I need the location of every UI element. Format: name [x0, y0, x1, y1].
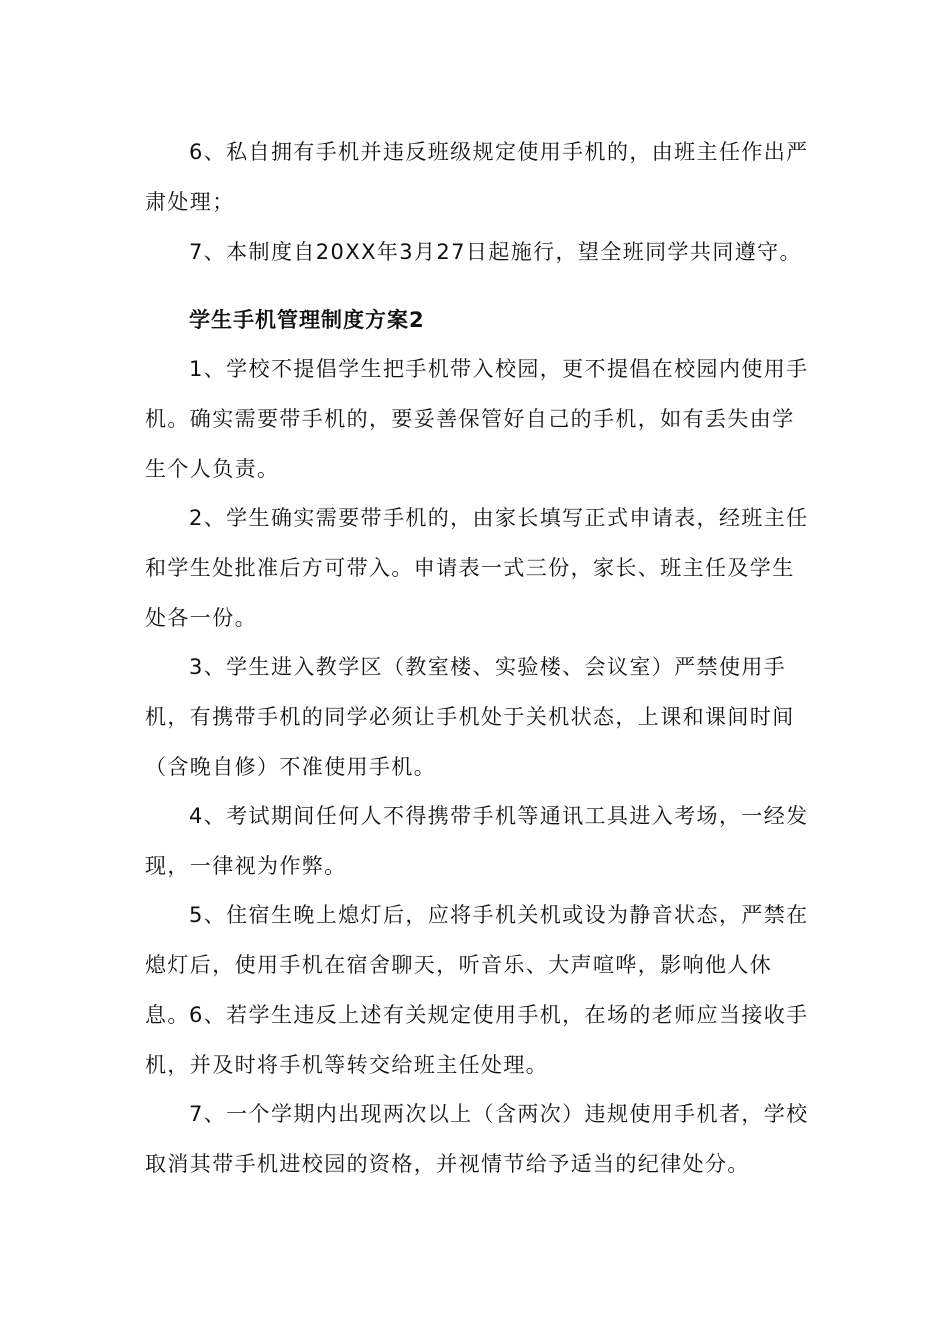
- paragraph-item-6-section1: 6、私自拥有手机并违反班级规定使用手机的，由班主任作出严肃处理；: [145, 140, 809, 214]
- paragraph-item-4: 4、考试期间任何人不得携带手机等通讯工具进入考场，一经发现，一律视为作弊。: [145, 804, 809, 878]
- paragraph-item-3: 3、学生进入教学区（教室楼、实验楼、会议室）严禁使用手机，有携带手机的同学必须让手机处于关机状态，上课和课间时间（含晚自修）不准使用手机。: [145, 655, 795, 779]
- paragraph-item-5: 5、住宿生晚上熄灯后，应将手机关机或设为静音状态，严禁在熄灯后，使用手机在宿舍聊天，听音乐、大声喧哗，影响他人休息。: [145, 903, 809, 1027]
- paragraph-item-7: 7、一个学期内出现两次以上（含两次）违规使用手机者，学校取消其带手机进校园的资格，并视情节给予适当的纪律处分。: [145, 1102, 809, 1176]
- paragraph-item-2: 2、学生确实需要带手机的，由家长填写正式申请表，经班主任和学生处批准后方可带入。申请表一式三份，家长、班主任及学生处各一份。: [145, 506, 809, 630]
- section-heading: 学生手机管理制度方案2: [189, 308, 425, 332]
- paragraph-item-7-section1: 7、本制度自20XX年3月27日起施行，望全班同学共同遵守。: [189, 240, 802, 264]
- paragraph-item-6: 6、若学生违反上述有关规定使用手机，在场的老师应当接收手机，并及时将手机等转交给班主任处理。: [145, 1003, 809, 1077]
- paragraph-item-1: 1、学校不提倡学生把手机带入校园，更不提倡在校园内使用手机。确实需要带手机的，要妥善保管好自己的手机，如有丢失由学生个人负责。: [145, 357, 809, 481]
